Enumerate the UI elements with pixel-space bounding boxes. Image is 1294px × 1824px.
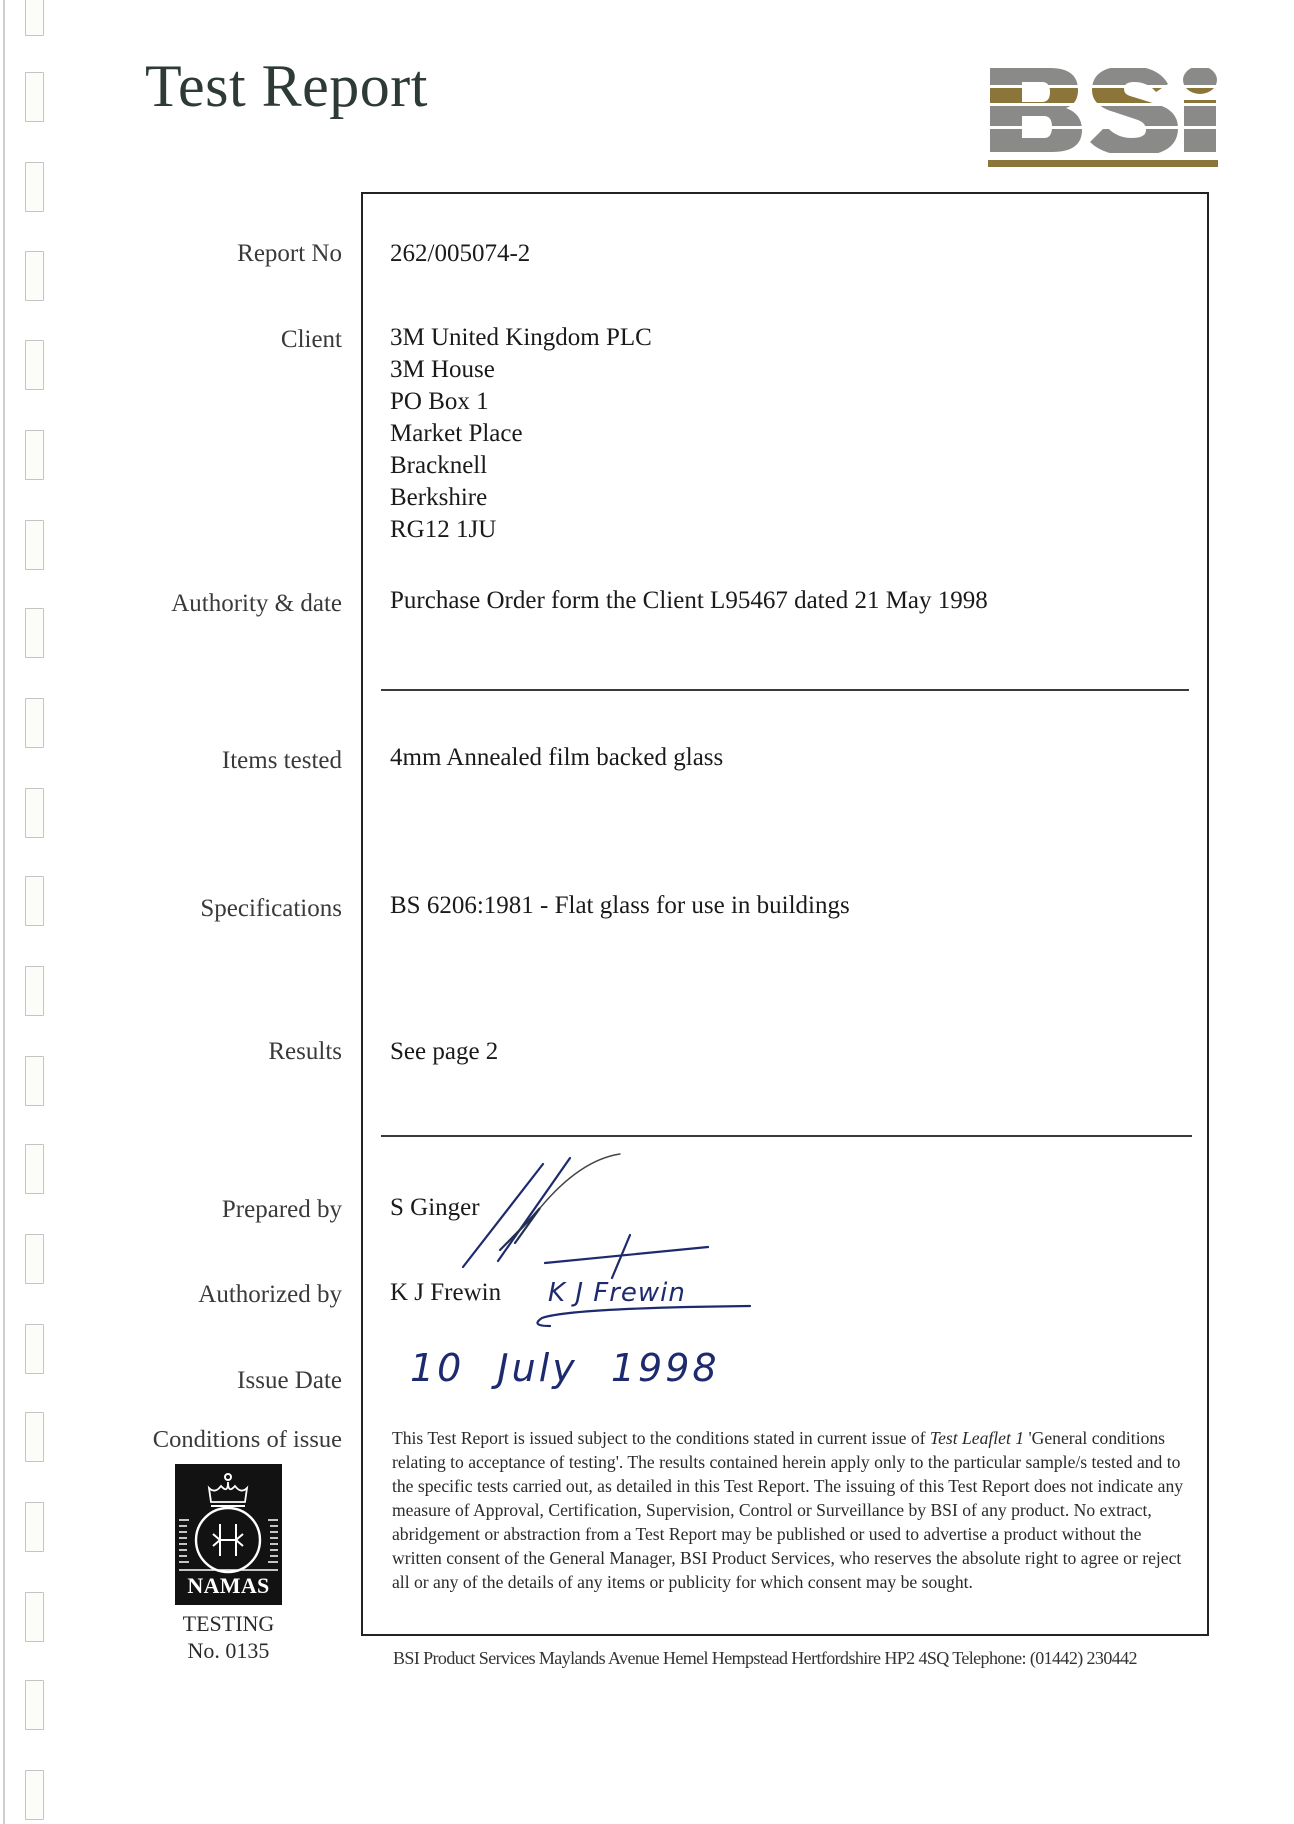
binder-hole (25, 1144, 44, 1194)
results-label: Results (268, 1038, 342, 1065)
authorized-signature: K J Frewin (548, 1278, 686, 1308)
binder-hole (25, 162, 44, 212)
bsi-logo (988, 60, 1218, 172)
client-line: 3M House (390, 356, 495, 383)
client-line: Bracknell (390, 452, 488, 479)
binder-hole (25, 1502, 44, 1552)
binder-hole (25, 1412, 44, 1462)
authorized-by-label: Authorized by (198, 1281, 342, 1308)
binder-hole (25, 251, 44, 301)
client-line: Berkshire (390, 484, 488, 511)
items-tested-label: Items tested (221, 747, 342, 774)
footer-address: BSI Product Services Maylands Avenue Hemel Hempstead Hertfordshire HP2 4SQ Telephone: (01442) 230442 (393, 1648, 1137, 1668)
conditions-text-post: 'General conditions relating to acceptance of testing'. The results contained herein apply only to the particular sample/s tested and to the specific tests carried out, as detailed in this Test Report. The issuing of this Test Report does not indicate any measure of Approval, Certification, Supervision, Control or Surveillance by BSI of any product. No extract, abridgement or abstraction from a Test Report may be published or used to advertise a product without the written consent of the General Manager, BSI Product Services, who reserves the absolute right to agree or reject all or any of the details of any items or publicity for which consent may be sought. (392, 1428, 1184, 1592)
report-no-label: Report No (237, 240, 342, 267)
binder-hole (25, 1234, 44, 1284)
report-no-value: 262/005074-2 (390, 240, 531, 267)
authorized-by-value: K J Frewin (390, 1279, 502, 1306)
binder-hole (25, 430, 44, 480)
authority-value: Purchase Order form the Client L95467 dated 21 May 1998 (390, 587, 988, 614)
binder-hole (25, 608, 44, 658)
authority-label: Authority & date (171, 590, 342, 617)
namas-word: NAMAS (187, 1573, 270, 1598)
binder-hole (25, 1680, 44, 1730)
binder-hole (25, 0, 44, 36)
namas-testing-caption (150, 1610, 307, 1664)
section-divider (381, 1135, 1192, 1137)
binder-hole (25, 1056, 44, 1106)
binder-hole (25, 520, 44, 570)
section-divider (381, 689, 1189, 691)
accreditation-number: No. 0135 (187, 1638, 270, 1663)
conditions-label: Conditions of issue (152, 1426, 342, 1453)
prepared-by-value: S Ginger (390, 1194, 480, 1221)
conditions-text-pre: This Test Report is issued subject to the conditions stated in current issue of (392, 1428, 930, 1448)
binder-hole (25, 966, 44, 1016)
page-edge (3, 0, 5, 1824)
test-leaflet-reference: Test Leaflet 1 (929, 1428, 1025, 1448)
conditions-text (392, 1426, 1192, 1594)
binder-hole (25, 72, 44, 122)
results-value: See page 2 (390, 1038, 499, 1065)
namas-accreditation-mark (175, 1464, 282, 1605)
page-title: Test Report (145, 53, 428, 119)
client-line: PO Box 1 (390, 388, 489, 415)
testing-label: TESTING (182, 1611, 275, 1636)
items-tested-value: 4mm Annealed film backed glass (390, 744, 724, 771)
binder-hole (25, 1324, 44, 1374)
specifications-value: BS 6206:1981 - Flat glass for use in buildings (390, 892, 850, 919)
issue-date-value: 10 July 1998 (410, 1346, 720, 1390)
specifications-label: Specifications (200, 895, 342, 922)
binder-hole (25, 698, 44, 748)
binder-hole (25, 1592, 44, 1642)
binder-hole (25, 876, 44, 926)
binder-hole (25, 1770, 44, 1820)
binder-hole (25, 788, 44, 838)
client-line: 3M United Kingdom PLC (390, 324, 652, 351)
client-line: Market Place (390, 420, 523, 447)
client-line: RG12 1JU (390, 516, 497, 543)
client-address (390, 322, 652, 546)
issue-date-label: Issue Date (237, 1367, 342, 1394)
client-label: Client (280, 326, 342, 353)
prepared-by-label: Prepared by (221, 1196, 342, 1223)
binder-hole (25, 340, 44, 390)
